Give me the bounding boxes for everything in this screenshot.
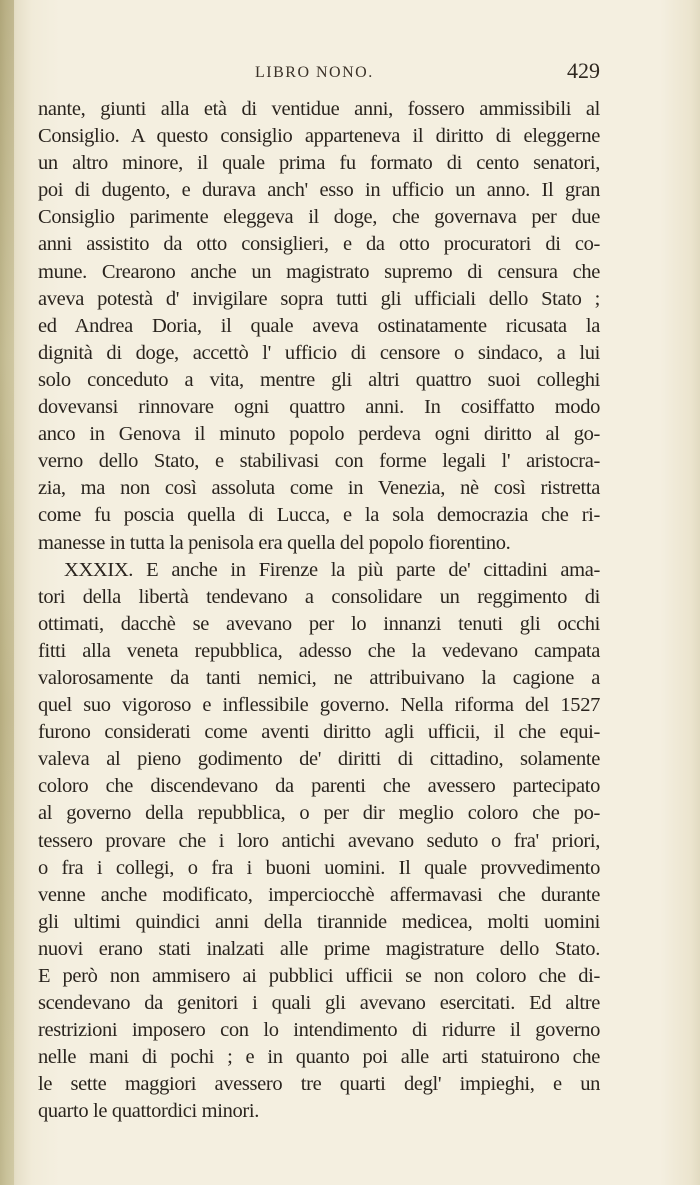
text-line: ed Andrea Doria, il quale aveva ostinatamente ricusata la [38, 314, 600, 337]
text-line: un altro minore, il quale prima fu formato di cento senatori, [38, 152, 600, 175]
page-number: 429 [567, 58, 600, 83]
text-line: come fu poscia quella di Lucca, e la sola democrazia che ri- [38, 504, 600, 527]
text-line: mune. Crearono anche un magistrato supremo di censura che [38, 260, 600, 283]
text-line: nuovi erano stati inalzati alle prime magistrature dello Stato. [38, 937, 600, 960]
text-line: XXXIX. E anche in Firenze la più parte de' cittadini ama- [64, 558, 600, 581]
text-line: tori della libertà tendevano a consolidare un reggimento di [38, 585, 600, 608]
page-edge-stain [0, 0, 14, 1185]
text-line: ottimati, dacchè se avevano per lo innanzi tenuti gli occhi [38, 612, 600, 635]
text-line: gli ultimi quindici anni della tirannide medicea, molti uomini [38, 910, 600, 933]
text-line: valorosamente da tanti nemici, ne attribuivano la cagione a [38, 666, 600, 689]
page-header [40, 58, 600, 88]
text-line: poi di dugento, e durava anch' esso in ufficio un anno. Il gran [38, 179, 600, 202]
text-line: quarto le quattordici minori. [38, 1100, 259, 1123]
text-line: le sette maggiori avessero tre quarti degl' impieghi, e un [38, 1073, 600, 1096]
text-line: furono considerati come aventi diritto agli ufficii, il che equi- [38, 721, 600, 744]
text-line: restrizioni imposero con lo intendimento di ridurre il governo [38, 1019, 600, 1042]
text-line: verno dello Stato, e stabilivasi con forme legali l' aristocra- [38, 450, 600, 473]
text-line: anco in Genova il minuto popolo perdeva ogni diritto al go- [38, 423, 600, 446]
text-line: nelle mani di pochi ; e in quanto poi alle arti statuirono che [38, 1046, 600, 1069]
text-line: dovevansi rinnovare ogni quattro anni. In cosiffatto modo [38, 396, 600, 419]
text-line: venne anche modificato, imperciocchè affermavasi che durante [38, 883, 600, 906]
text-line: nante, giunti alla età di ventidue anni, fossero ammissibili al [38, 98, 600, 120]
text-line: al governo della repubblica, o per dir meglio coloro che po- [38, 802, 600, 825]
text-line: dignità di doge, accettò l' ufficio di censore o sindaco, a lui [38, 341, 600, 364]
text-line: scendevano da genitori i quali gli avevano esercitati. Ed altre [38, 992, 600, 1015]
text-line: Consiglio. A questo consiglio apparteneva il diritto di eleggerne [38, 125, 600, 148]
text-line: Consiglio parimente eleggeva il doge, che governava per due [38, 206, 600, 229]
text-line: tessero provare che i loro antichi avevano seduto o fra' priori, [38, 829, 600, 852]
text-line: manesse in tutta la penisola era quella del popolo fiorentino. [38, 531, 511, 554]
text-line: quel suo vigoroso e inflessibile governo. Nella riforma del 1527 [38, 694, 600, 717]
body-text [38, 96, 600, 1126]
text-line: aveva potestà d' invigilare sopra tutti gli ufficiali dello Stato ; [38, 287, 600, 310]
text-line: fitti alla veneta repubblica, adesso che la vedevano campata [38, 639, 600, 662]
text-line: coloro che discendevano da parenti che avessero partecipato [38, 775, 600, 798]
text-line: anni assistito da otto consiglieri, e da otto procuratori di co- [38, 233, 600, 256]
text-line: o fra i collegi, o fra i buoni uomini. Il quale provvedimento [38, 856, 600, 879]
text-line: zia, ma non così assoluta come in Venezia, nè così ristretta [38, 477, 600, 500]
text-line: valeva al pieno godimento de' diritti di cittadino, solamente [38, 748, 600, 771]
text-line: E però non ammisero ai pubblici ufficii se non coloro che di- [38, 965, 600, 987]
running-title: LIBRO NONO. [255, 64, 374, 81]
text-line: solo conceduto a vita, mentre gli altri quattro suoi colleghi [38, 368, 600, 391]
